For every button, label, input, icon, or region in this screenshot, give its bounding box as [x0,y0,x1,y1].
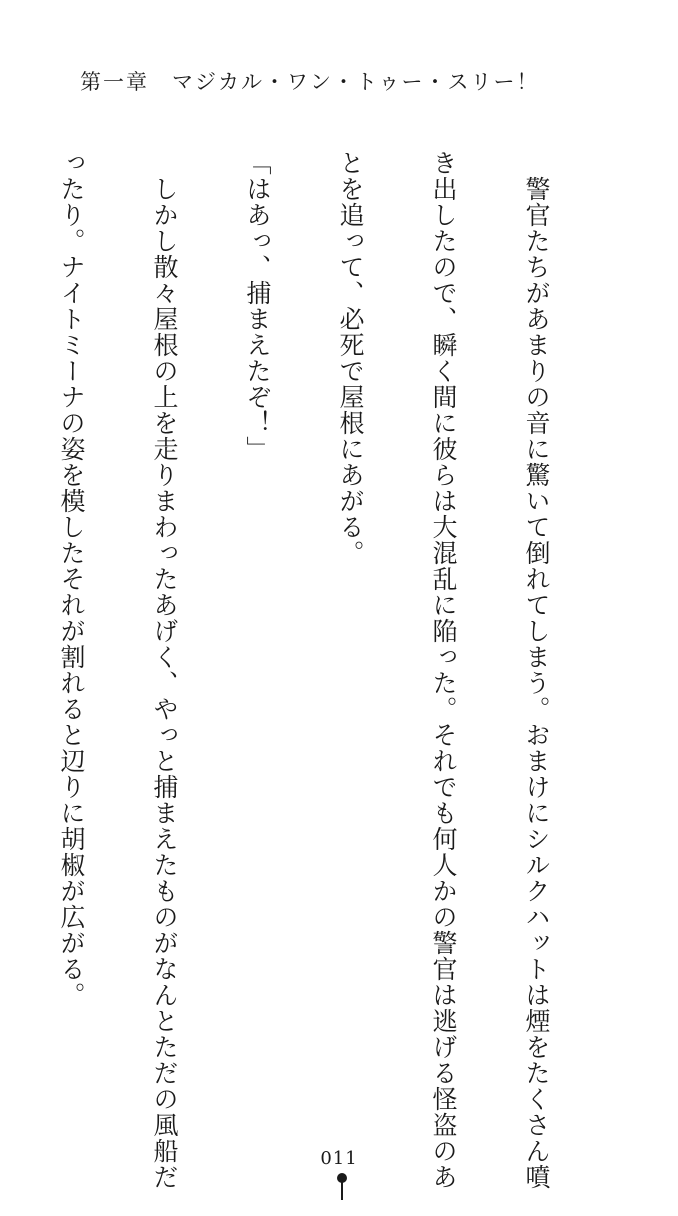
page-number: 011 [320,1148,358,1169]
text-line: とを追って、必死で屋根にあがる。 [336,150,365,566]
text-line: ったり。ナイトミーナの姿を模したそれが割れると辺りに胡椒が広がる。 [57,150,86,1008]
text-line: 「はあっ、捕まえたぞ！」 [243,150,272,462]
chapter-header: 第一章 マジカル・ワン・トゥー・スリー！ [80,70,540,94]
page-marker-icon [336,1172,348,1200]
text-line: き出したので、瞬く間に彼らは大混乱に陥った。それでも何人かの警官は逃げる怪盗のあ [429,150,458,1190]
text-line: 警官たちがあまりの音に驚いて倒れてしまう。おまけにシルクハットは煙をたくさん噴 [522,150,551,1190]
text-line: しかし散々屋根の上を走りまわったあげく、やっと捕まえたものがなんとただの風船だ [150,150,179,1190]
